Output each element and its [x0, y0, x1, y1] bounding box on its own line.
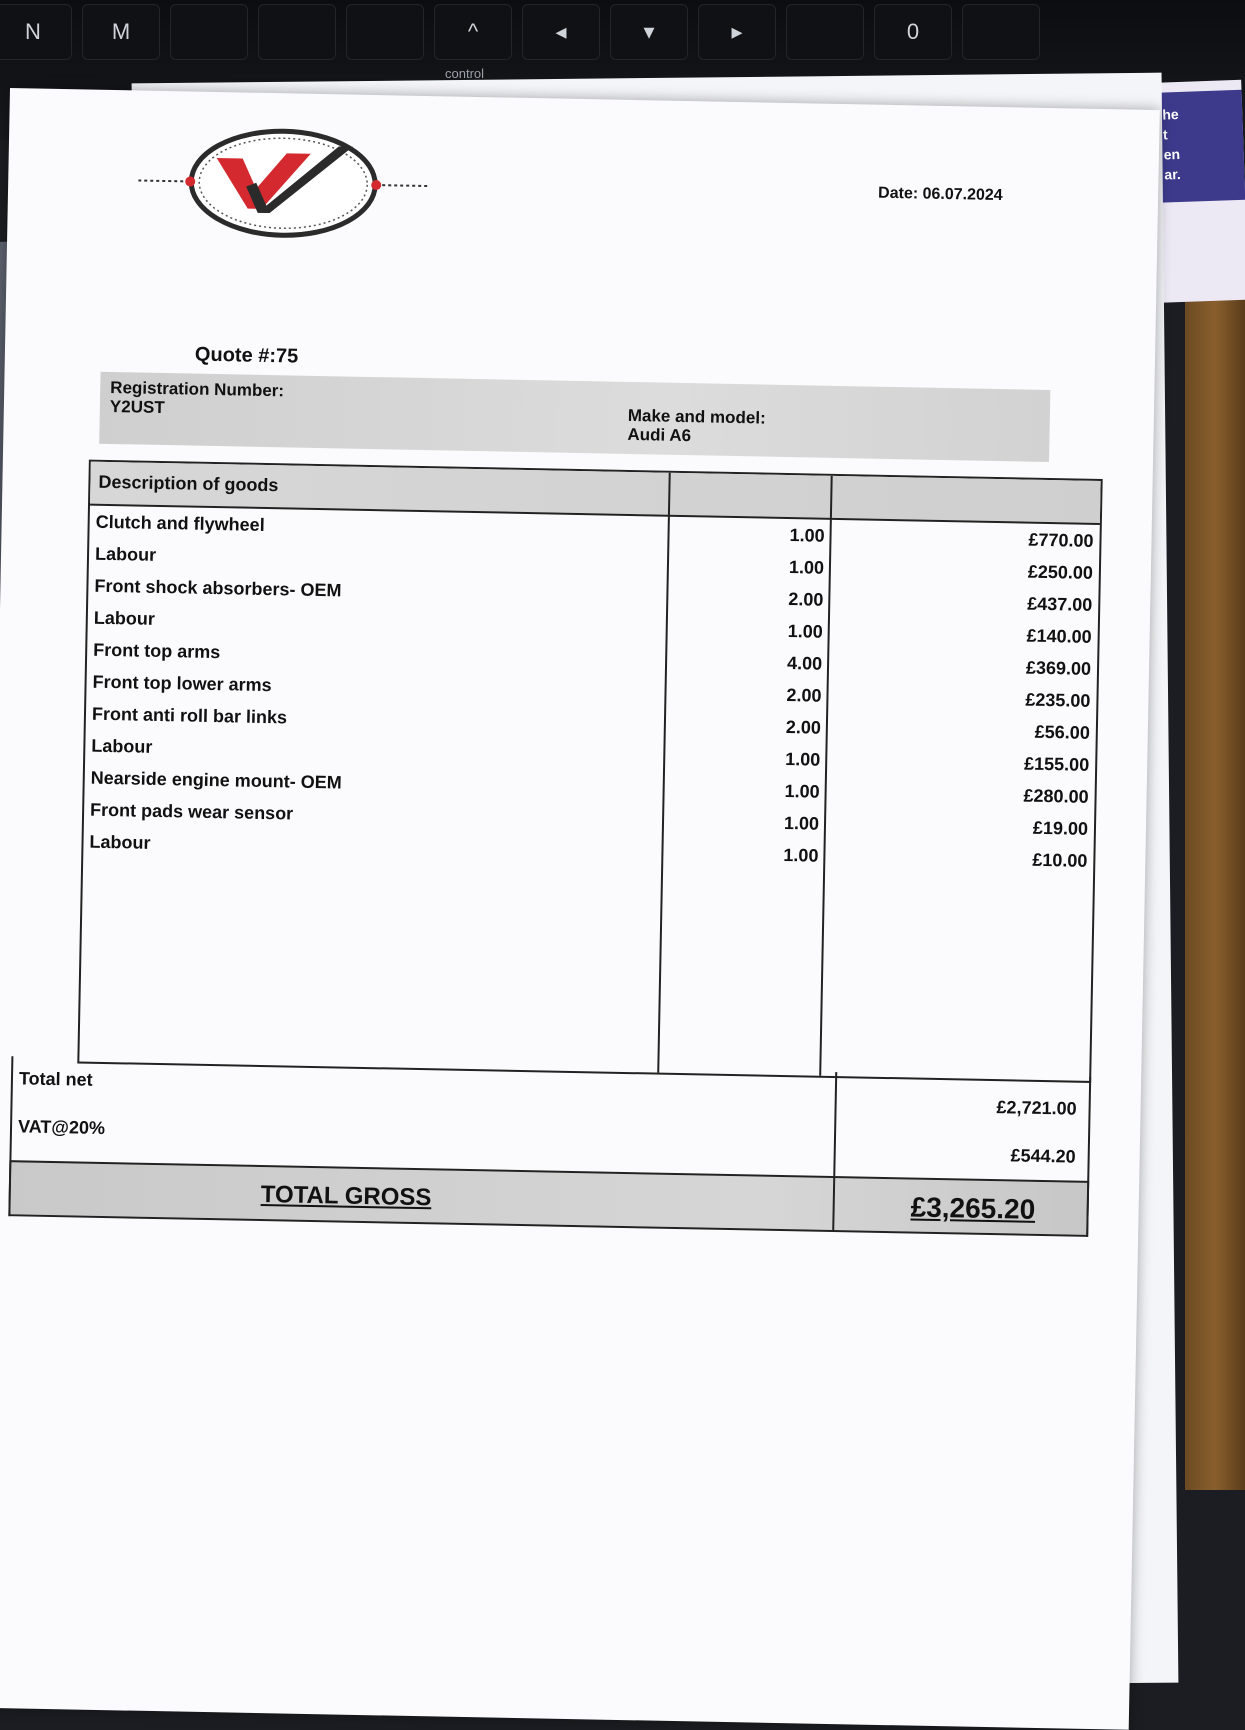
item-quantity: 1.00: [789, 525, 825, 546]
invoice-date: Date: 06.07.2024: [877, 184, 1003, 205]
item-quantity: 1.00: [785, 749, 821, 770]
item-price: £56.00: [1034, 721, 1091, 743]
key-label: ▸: [731, 19, 743, 44]
key-label: ▾: [643, 19, 655, 44]
item-description: Labour: [91, 735, 153, 757]
item-quantity: 1.00: [784, 781, 820, 802]
key-label: N: [25, 19, 41, 44]
desk-surface: [1185, 290, 1245, 1490]
make-model-label: Make and model:: [627, 405, 766, 428]
keyboard-key: [610, 4, 688, 60]
keyboard-key: [434, 4, 512, 81]
item-description: Labour: [93, 607, 156, 629]
item-price: £250.00: [1027, 561, 1094, 583]
item-price: £770.00: [1028, 529, 1094, 551]
total-net-label: Total net: [18, 1068, 93, 1090]
item-price: £280.00: [1023, 785, 1089, 807]
keyboard-key: [698, 4, 776, 60]
flyer-text: he t en ar.: [1162, 106, 1182, 183]
total-gross-bar: [8, 1160, 1089, 1237]
key-label: ◂: [555, 19, 567, 44]
keyboard-key: [962, 4, 1040, 60]
column-divider: [833, 1072, 837, 1176]
item-description: Front top arms: [93, 639, 221, 663]
item-price: £19.00: [1032, 817, 1089, 839]
vat-value: £544.20: [1010, 1145, 1076, 1167]
item-price: £235.00: [1025, 689, 1091, 711]
goods-table: [77, 460, 1102, 1083]
total-gross-value: £3,265.20: [910, 1191, 1036, 1225]
company-logo: [137, 120, 429, 246]
item-price: £140.00: [1026, 625, 1092, 647]
item-price: £369.00: [1025, 657, 1092, 679]
keyboard-key: [874, 4, 952, 60]
column-divider: [832, 1178, 835, 1230]
keyboard-key: [0, 4, 72, 60]
registration-value: Y2UST: [109, 396, 165, 418]
invoice-page: [0, 88, 1160, 1730]
quote-number: Quote #:75: [194, 343, 299, 368]
key-label: ^: [467, 19, 479, 44]
keyboard-key: [258, 4, 336, 60]
item-description: Labour: [94, 543, 157, 565]
item-description: Labour: [89, 831, 151, 853]
vat-label: VAT@20%: [17, 1116, 106, 1139]
item-description: Nearside engine mount- OEM: [90, 767, 342, 793]
item-description: Clutch and flywheel: [95, 511, 265, 535]
item-quantity: 2.00: [785, 717, 822, 738]
item-quantity: 2.00: [788, 589, 824, 610]
item-quantity: 1.00: [787, 621, 823, 642]
vehicle-info-bar: [99, 372, 1050, 462]
keyboard-key: [82, 4, 160, 60]
keyboard-key: [786, 4, 864, 60]
total-gross-label: TOTAL GROSS: [260, 1181, 432, 1212]
item-description: Front top lower arms: [92, 671, 272, 696]
key-label: 0: [906, 19, 920, 44]
totals-section: [8, 1056, 1091, 1237]
item-price: £10.00: [1032, 849, 1088, 871]
total-net-value: £2,721.00: [996, 1097, 1077, 1119]
item-price: £155.00: [1023, 753, 1090, 775]
item-description: Front shock absorbers- OEM: [94, 575, 342, 601]
keyboard-key: [522, 4, 600, 60]
item-quantity: 1.00: [783, 844, 819, 866]
item-price: £437.00: [1027, 593, 1093, 615]
description-header: Description of goods: [98, 471, 279, 496]
key-label: M: [111, 19, 131, 44]
item-description: Front pads wear sensor: [89, 799, 294, 824]
make-model-value: Audi A6: [627, 424, 692, 446]
keyboard-key: [170, 4, 248, 60]
item-quantity: 2.00: [786, 685, 822, 706]
key-sublabel: control: [445, 66, 485, 81]
item-quantity: 1.00: [783, 812, 820, 834]
item-description: Front anti roll bar links: [91, 703, 288, 728]
item-quantity: 1.00: [788, 557, 825, 578]
registration-label: Registration Number:: [110, 377, 285, 401]
keyboard-key: [346, 4, 424, 60]
registration-block: [110, 378, 284, 419]
item-quantity: 4.00: [786, 653, 823, 674]
make-model-block: [627, 406, 766, 447]
